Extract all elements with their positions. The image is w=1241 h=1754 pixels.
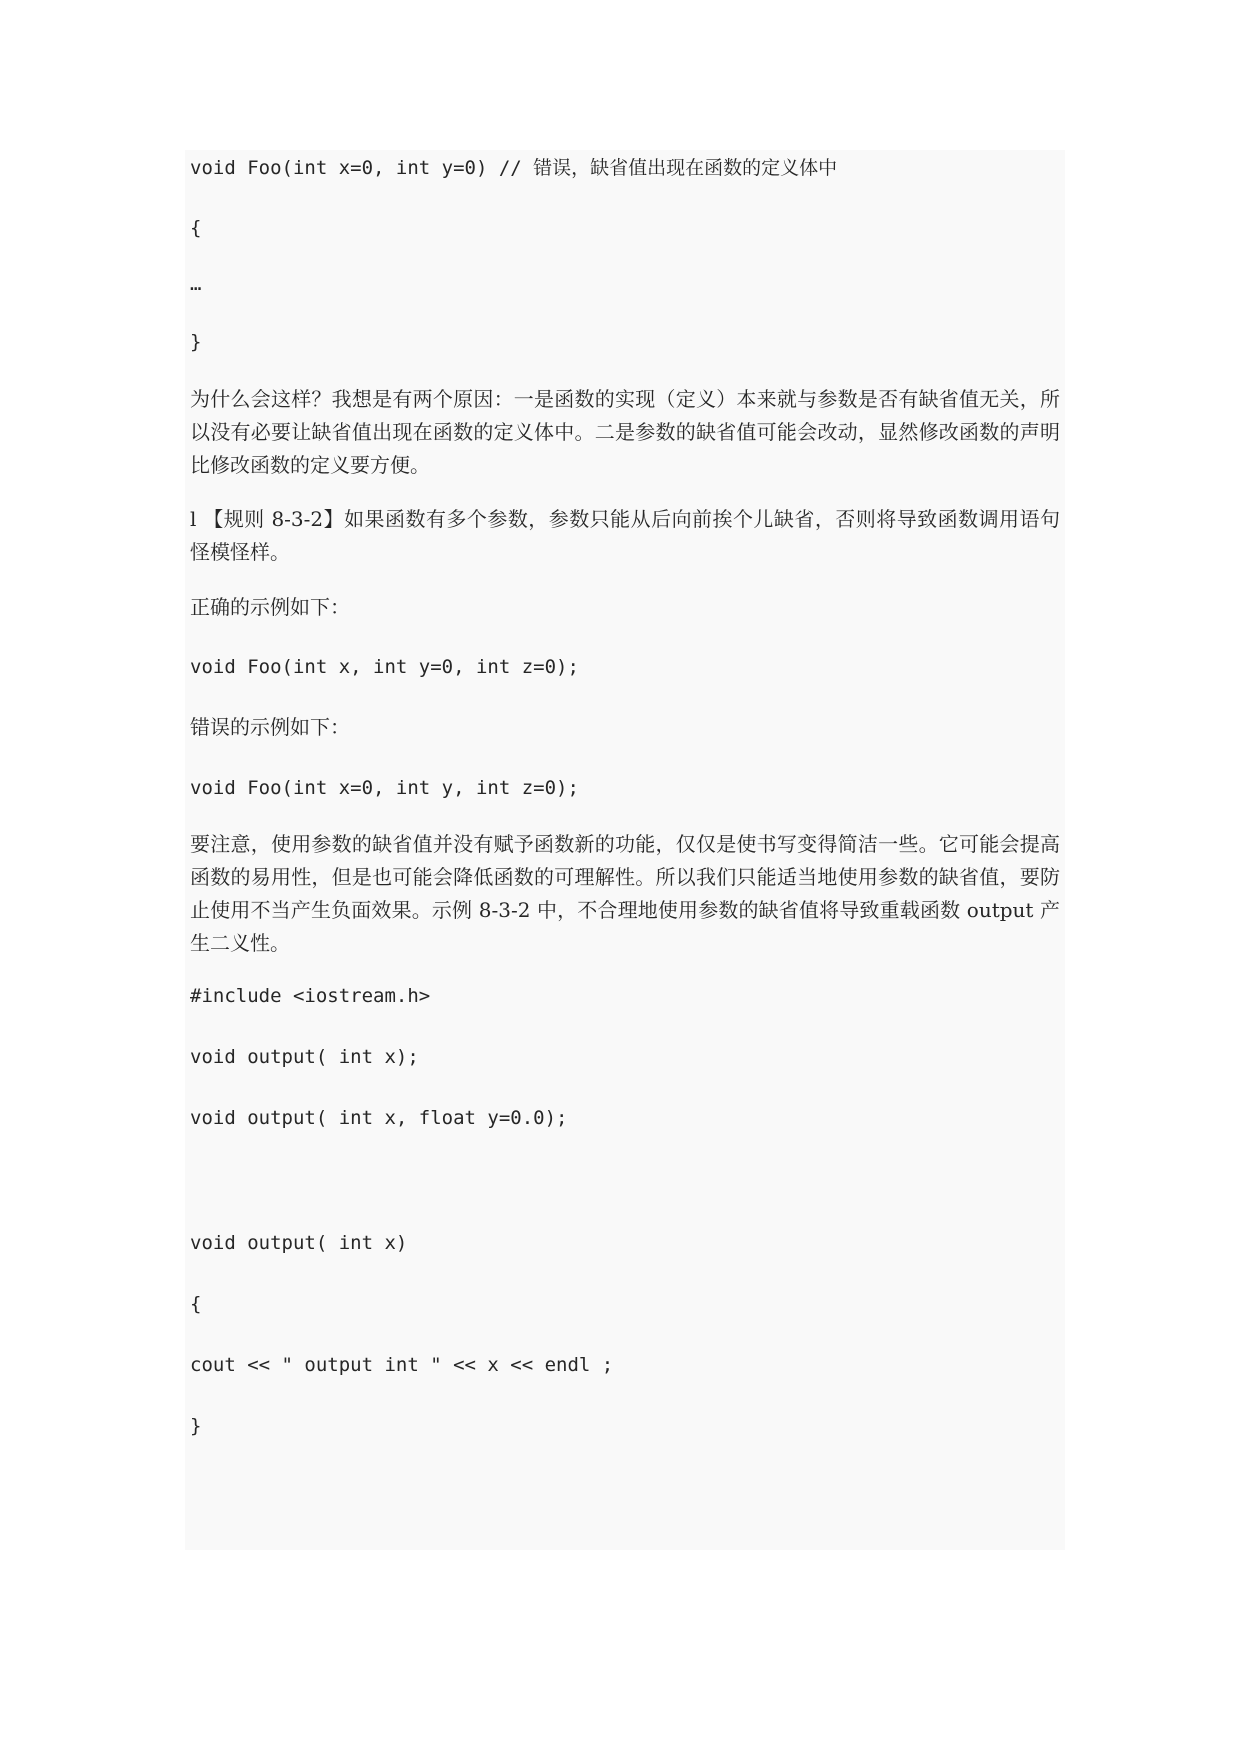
paragraph-reason: 为什么会这样？我想是有两个原因：一是函数的实现（定义）本来就与参数是否有缺省值无关，所以没有必要让缺省值出现在函数的定义体中。二是参数的缺省值可能会改动，显然修改函数的声明比修改函数的定义要方便。 [190, 387, 1060, 477]
code-line-output-decl-2: void output( int x, float y=0.0); [190, 1107, 568, 1129]
code-line-close-brace-2: } [190, 1415, 202, 1437]
code-line-close-brace: } [190, 331, 202, 353]
code-line-foo-error: void Foo(int x=0, int y=0) // 错误，缺省值出现在函数的定义体中 [190, 157, 838, 179]
paragraph-rule-8-3-2: l 【规则 8-3-2】如果函数有多个参数，参数只能从后向前挨个儿缺省，否则将导致函数调用语句怪模怪样。 [190, 507, 1060, 564]
code-line-include: #include <iostream.h> [190, 985, 431, 1007]
paragraph-caution: 要注意，使用参数的缺省值并没有赋予函数新的功能，仅仅是使书写变得简洁一些。它可能会提高函数的易用性，但是也可能会降低函数的可理解性。所以我们只能适当地使用参数的缺省值，要防止使用不当产生负面效果。示例 8-3-2 中，不合理地使用参数的缺省值将导致重载函数 output 产生二义性。 [190, 832, 1060, 955]
code-line-foo-wrong: void Foo(int x=0, int y, int z=0); [190, 777, 579, 799]
code-line-cout: cout << " output int " << x << endl ; [190, 1354, 614, 1376]
label-correct-example: 正确的示例如下： [190, 595, 350, 619]
code-line-output-decl-1: void output( int x); [190, 1046, 419, 1068]
code-line-open-brace: { [190, 217, 202, 239]
code-line-output-def: void output( int x) [190, 1232, 408, 1254]
code-line-open-brace-2: { [190, 1293, 202, 1315]
code-line-foo-correct: void Foo(int x, int y=0, int z=0); [190, 656, 579, 678]
label-wrong-example: 错误的示例如下： [190, 715, 350, 739]
code-line-ellipsis: … [190, 273, 202, 295]
